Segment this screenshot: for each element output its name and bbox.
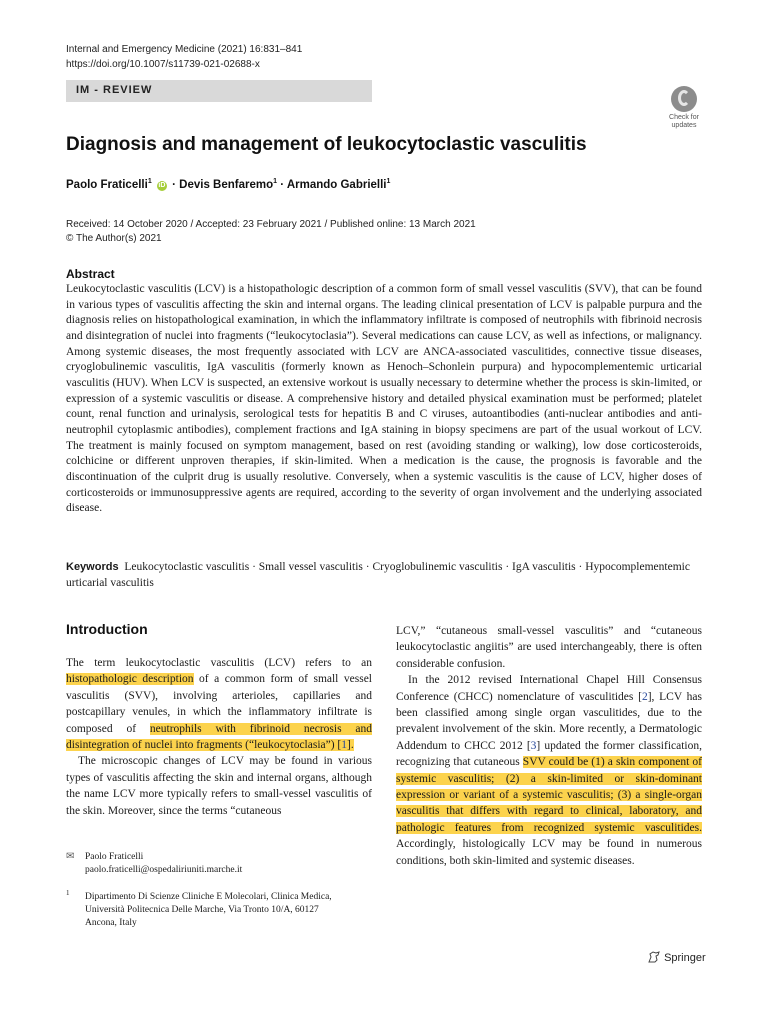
check-updates-label: Check for updates	[669, 114, 699, 129]
email-icon: ✉	[66, 851, 75, 862]
introduction-heading: Introduction	[66, 621, 148, 637]
abstract-heading: Abstract	[66, 267, 115, 281]
article-title: Diagnosis and management of leukocytoclastic vasculitis	[66, 134, 587, 155]
citation-link[interactable]: 3	[530, 739, 537, 752]
author-3-affiliation: 1	[386, 178, 391, 185]
affiliation-number: 1	[66, 889, 70, 897]
springer-logo	[647, 951, 706, 964]
check-updates-icon	[671, 86, 697, 112]
publication-dates	[66, 218, 476, 246]
springer-label: Springer	[664, 952, 706, 964]
doi-link[interactable]: https://doi.org/10.1007/s11739-021-02688-x	[66, 59, 260, 70]
journal-citation	[66, 42, 302, 72]
highlight: neutrophils with fibrinoid necrosis and disintegration of nuclei into fragments (“leukocytoclasia”) [1].	[66, 722, 372, 752]
right-column	[396, 623, 702, 869]
affiliation-text: Dipartimento Di Scienze Cliniche E Molecolari, Clinica Medica, Università Politecnica Delle Marche, Via Tronto 10/A, 60127 Ancona, Italy	[85, 892, 332, 928]
citation-link[interactable]: 1	[341, 739, 348, 752]
check-for-updates-badge[interactable]	[664, 86, 704, 130]
springer-horse-icon	[647, 951, 661, 963]
keywords-label: Keywords	[66, 561, 119, 573]
keywords-text: Leukocytoclastic vasculitis · Small vessel vasculitis · Cryoglobulinemic vasculitis · IgA vasculitis · Hypocomplementemic urticarial vasculitis	[66, 561, 690, 589]
author-1-affiliation: 1	[147, 178, 152, 185]
abstract-text: Leukocytoclastic vasculitis (LCV) is a histopathologic description of a common form of small vessel vasculitis (SVV), that can be found in various types of vasculitis affecting the skin and internal organs. The leading clinical presentation of LCV is palpable purpura and the diagnosis relies on histopathological examination, in which the inflammatory infiltrate is composed of neutrophils with fibrinoid necrosis and disintegration of nuclei into fragments (“leukocytoclasia”). Several medications can cause LCV, as well as infections, or malignancy. Among systemic diseases, the most frequently associated with LCV are ANCA-associated vasculitides, connective tissue diseases, cryoglobulinemic vasculitis, IgA vasculitis (formerly known as Henoch–Schonlein purpura) and hypocomplementemic urticarial vasculitis (HUV). When LCV is suspected, an extensive workout is usually necessary to determine whether the process is skin-limited, or expression of a systemic vasculitis or disease. A comprehensive history and detailed physical examination must be performed; platelet count, renal function and urinalysis, serological tests for hepatitis B and C viruses, autoantibodies (anti-nuclear antibodies and anti-neutrophil cytoplasmic antibodies), complement fractions and IgA staining in biopsy specimens are part of the usual workout of LCV. The treatment is mainly focused on symptom management, based on rest (avoiding standing or walking), low dose corticosteroids, colchicine or different unproven therapies, if skin-limited. When a medication is the cause, the prognosis is favorable and the discontinuation of the culprit drug is usually resolutive. Conversely, when a systemic vasculitis is the cause of LCV, higher doses of corticosteroids or immunosuppressive agents are required, according to the severity of organ involvement and the underlying associated disease.	[66, 283, 702, 515]
highlight: SVV could be (1) a skin component of systemic vasculitis; (2) a skin-limited or skin-dominant expression or variant of a systemic vasculitis; (3) a single-organ vasculitis that differs with regard to clinical, laboratory, and pathologic features from recognized systemic vasculitides.	[396, 756, 702, 834]
copyright-line: © The Author(s) 2021	[66, 233, 162, 244]
intro-paragraph-1: The term leukocytoclastic vasculitis (LCV) refers to an histopathologic description of a common form of small vessel vasculitis (SVV), involving arterioles, capillaries and postcapillary venules, in which the inflammatory infiltrate is composed of neutrophils with fibrinoid necrosis and disintegration of nuclei into fragments (“leukocytoclasia”) [1].	[66, 657, 372, 752]
journal-name: Internal and Emergency Medicine (2021) 16:831–841	[66, 44, 303, 55]
keywords	[66, 559, 702, 591]
intro-paragraph-2-cont: LCV,” “cutaneous small-vessel vasculitis” and “cutaneous leukocytoclastic angiitis” are used interchangeably, there is often considerable confusion.	[396, 625, 702, 670]
author-list	[66, 178, 390, 191]
corresponding-name: Paolo Fraticelli	[85, 852, 144, 862]
author-2[interactable]: · Devis Benfaremo	[172, 178, 274, 191]
corresponding-email[interactable]: paolo.fraticelli@ospedaliriuniti.marche.it	[85, 865, 243, 875]
author-3[interactable]: · Armando Gabrielli	[280, 178, 387, 191]
author-2-affiliation: 1	[273, 178, 278, 185]
orcid-icon[interactable]: iD	[158, 181, 166, 189]
intro-paragraph-3: In the 2012 revised International Chapel Hill Consensus Conference (CHCC) nomenclature of vasculitides [2], LCV has been classified among single organ vasculitides, due to the prevalent involvement of the skin. More recently, a Dermatologic Addendum to CHCC 2012 [3] updated the former classification, recognizing that cutaneous SVV could be (1) a skin component of systemic vasculitis; (2) a skin-limited or skin-dominant expression or variant of a systemic vasculitis; (3) a single-organ vasculitis that differs with regard to clinical, laboratory, and pathologic features from recognized systemic vasculitides. Accordingly, histologically LCV may be found in numerous conditions, both skin-limited and systemic diseases.	[396, 674, 703, 867]
left-column	[66, 655, 372, 819]
intro-paragraph-2: The microscopic changes of LCV may be found in various types of vasculitis affecting the skin and internal organs, although the name LCV more typically refers to small-vessel vasculitis of the skin. Moreover, since the terms “cutaneous	[66, 755, 372, 817]
highlight: histopathologic description	[66, 673, 194, 686]
section-banner	[66, 80, 372, 102]
citation-link[interactable]: 2	[641, 690, 648, 703]
dates-line: Received: 14 October 2020 / Accepted: 23 February 2021 / Published online: 13 March 2021	[66, 219, 476, 230]
section-label: IM - REVIEW	[76, 84, 153, 96]
corresponding-author	[85, 851, 242, 877]
author-1[interactable]: Paolo Fraticelli	[66, 178, 148, 191]
